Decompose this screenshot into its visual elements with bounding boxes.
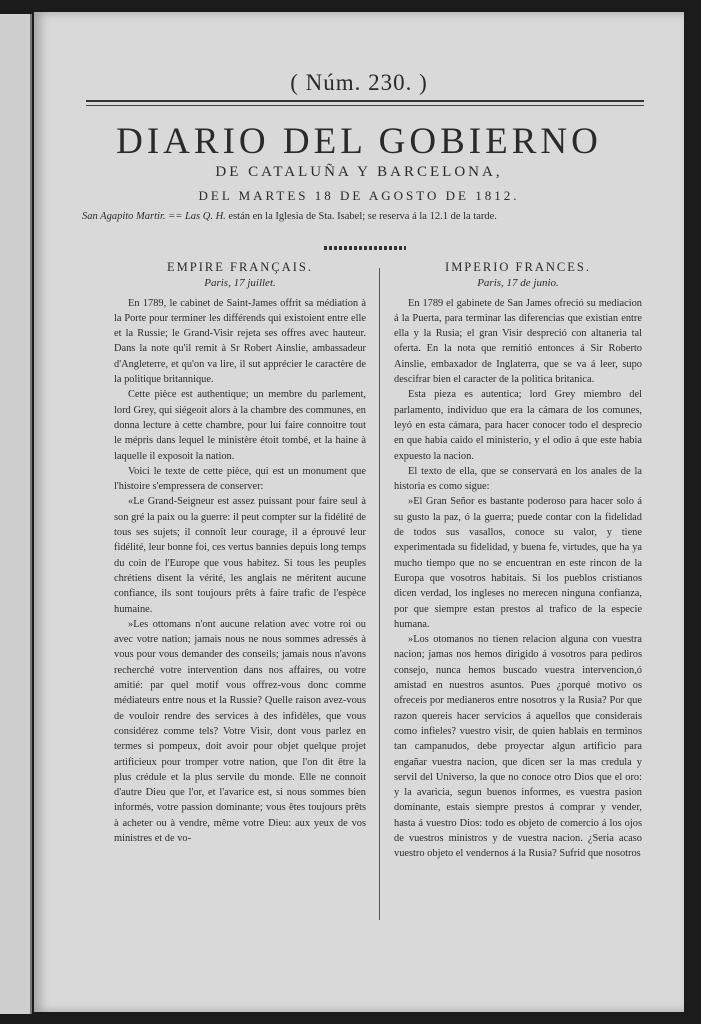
- issue-number: ( Núm. 230. ): [290, 70, 428, 95]
- french-paragraph: «Le Grand-Seigneur est assez puissant pour faire seul à son gré la paix ou la guerre: il peut compter sur la fidélité de tous ses sujets; il connoît leur courage, il a éprouvé leur fidélité, leur bonne foi, ces vertus bannies depuis long temps du coin de l'Europe que vous habitez. Si tous les peuples chrétiens disent la vérité, les anglais ne méritent aucune confiance, ils sont toujours prêts à faire trafic de l'espèce humaine.: [114, 496, 366, 615]
- issue-date: DEL MARTES 18 DE AGOSTO DE 1812.: [198, 188, 520, 203]
- french-paragraph: En 1789, le cabinet de Saint-James offrit sa médiation à la Porte pour terminer les différends qui existoient entre elle et la Russie; le Grand-Visir rejeta ses offres avec hauteur. Dans la note qu'il remit à Sr Robert Ainslie, ambassadeur d'Angleterre, et qu'on va lire, il sut apprécier le caractère de la politique britannique.: [114, 297, 366, 386]
- spanish-paragraph: »Los otomanos no tienen relacion alguna con vuestra nacion; jamas nos hemos dirigido á vosotros para pediros consejo, nunca hemos buscado vuestra intervencion,ó amistad en nuestros asuntos. Pues ¿porqué motivo os ofreceis por medianeros entre nosotros y la Rusia? Por que razon quereis hacer servicios á aquellos que considerais como infieles? vuestro visir, de quien hablais en terminos tan campanudos, debe proyectar algun artificio para engañar vuestra nacion, que dicen ser la mas credula y servil del Universo, la que no conoce otro Dios que el oro: y la avaricia, segun buenos informes, es vuestra pasion dominante, estais siempre prestos á comprar y vender, hasta á vuestro Dios: todo es objeto de comercio á los ojos de vuestros ministros y de vuestra nacion. ¿Seria acaso vuestro objeto el vendernos á la Rusia? Sufrid que nosotros: [394, 634, 642, 860]
- french-dateline: Paris, 17 juillet.: [204, 277, 276, 290]
- spanish-paragraph: En 1789 el gabinete de San James ofreció su mediacion á la Puerta, para terminar las diferencias que existian entre ella y la Rusia; el gran Visir despreció con altaneria tal oferta. En la nota que remitió entonces á Sir Roberto Ainslie, embaxador de Inglaterra, que se va á leer, supo descifrar bien el caracter de la politica britanica.: [394, 297, 642, 386]
- spanish-paragraph: El texto de ella, que se conservará en los anales de la historia es como sigue:: [394, 465, 642, 493]
- french-paragraph: »Les ottomans n'ont aucune relation avec votre roi ou avec votre nation; jamais nous ne nous sommes adressés à vous pour vous demander des conseils; jamais nous n'avons recherché votre intervention dans nos affaires, ou votre amitié: par quel motif vous offrez-vous donc comme médiateurs entre nous et la Russie? Quelle raison avez-vous de vouloir rendre des services à des infidèles, que vous considérez comme tels? Votre Visir, dont vous parlez en termes si pompeux, doit avoir pour objet quelque projet artificieux pour tromper votre nation, que l'on dit être la plus crédule et la plus servile du monde. Elle ne connoit d'autre Dieu que l'or, et l'avarice est, si nous sommes bien informés, votre passion dominante; vous êtes toujours prêts à acheter ou à vendre, même votre Dieu: aux yeux de vos ministres et de vo-: [114, 618, 366, 844]
- french-paragraph: Voici le texte de cette pièce, qui est un monument que l'histoire s'empressera de conserver:: [114, 465, 366, 493]
- column-rule: [379, 268, 380, 920]
- top-rule: [86, 100, 644, 102]
- saint-notice-text: están en la Iglesia de Sta. Isabel; se reserva á la 12.1 de la tarde.: [225, 211, 497, 222]
- spanish-paragraph: Esta pieza es autentica; lord Grey miembro del parlamento, individuo que era la cámara de los comunes, leyó en esta cámara, para hacer conocer todo el desprecio en que habia caido el ministerio, y el odio á que este habia expuesto la nacion.: [394, 389, 642, 462]
- newspaper-page: [34, 12, 684, 1012]
- spanish-dateline: Paris, 17 de junio.: [477, 277, 559, 290]
- french-heading: EMPIRE FRANÇAIS.: [167, 260, 313, 274]
- french-column: [114, 260, 366, 846]
- saint-notice-italic: San Agapito Martir. == Las Q. H.: [82, 211, 226, 222]
- saint-notice: [82, 210, 650, 223]
- masthead-subtitle: DE CATALUÑA Y BARCELONA,: [215, 164, 503, 180]
- french-paragraph: Cette pièce est authentique; un membre du parlement, lord Grey, qui siégeoit alors à la chambre des communes, en donna lecture à cette chambre, pour lui faire connoitre tout le mépris dans lequel le ministère étoit tombé, et la haine à laquelle il exposoit la nation.: [114, 389, 366, 462]
- facing-page-edge: [0, 14, 32, 1014]
- ornamental-divider: [324, 246, 406, 250]
- top-rule-thin: [86, 105, 644, 106]
- masthead-title: DIARIO DEL GOBIERNO: [116, 121, 602, 162]
- spanish-heading: IMPERIO FRANCES.: [445, 260, 591, 274]
- spanish-paragraph: »El Gran Señor es bastante poderoso para hacer solo á su gusto la paz, ó la guerra; puede contar con la fidelidad de todos sus vasallos, conoce su valor, y tiene experimentada su fidelidad, y buena fe, virtudes, que ha ya mucho tiempo que no se encuentran en este rincon de la Europa que vosotros habitais. Si los pueblos cristianos dicen verdad, los ingleses no merecen ninguna confianza, por que siempre estan prestos al trafico de la especie humana.: [394, 496, 642, 630]
- spanish-column: [394, 260, 642, 862]
